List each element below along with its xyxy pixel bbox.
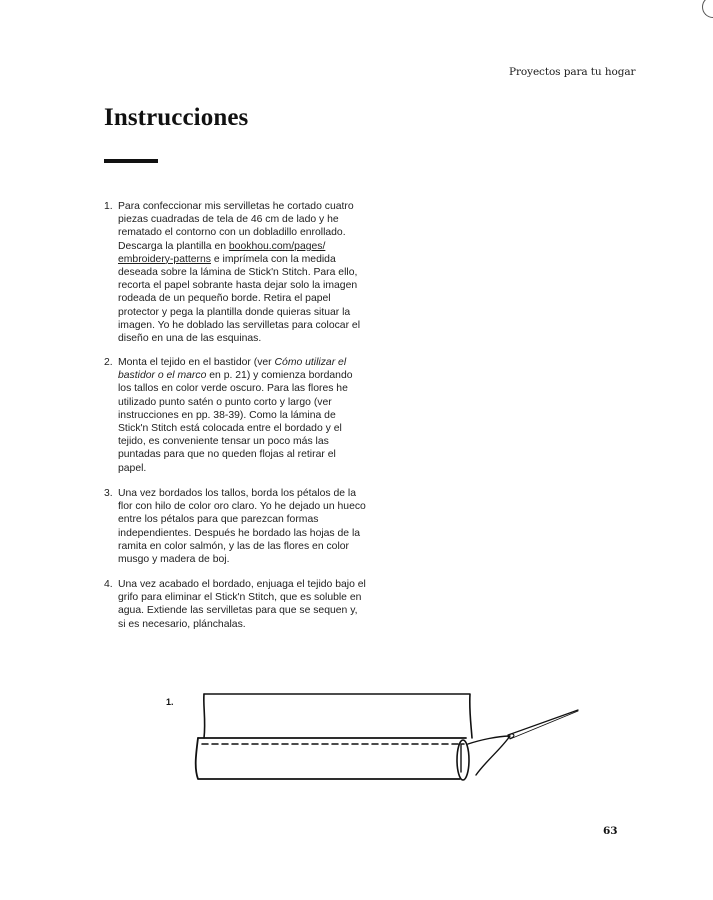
step-text-segment: Una vez bordados los tallos, borda los pétalos de la flor con hilo de color oro claro. Yo he dejado un hueco entre los pétalos para que parezcan formas independientes. Después he bordado las hojas de la ramita en color salmón, y las de las flores en color musgo y madera de boj.	[118, 488, 366, 566]
step-text	[118, 200, 366, 345]
needle	[508, 710, 578, 735]
step-text-segment: Monta el tejido en el bastidor (ver	[118, 357, 275, 368]
thread	[468, 736, 510, 775]
page-title: Instrucciones	[104, 104, 249, 131]
page-number: 63	[603, 825, 618, 837]
step-text-segment: Una vez acabado el bordado, enjuaga el tejido bajo el grifo para eliminar el Stick'n Stitch, que es soluble en agua. Extiende las servilletas para que se sequen y, si es necesario, plánchalas.	[118, 579, 366, 630]
step-text	[118, 487, 366, 566]
step-3	[104, 487, 366, 566]
step-4	[104, 578, 366, 631]
step-2	[104, 356, 366, 475]
step-text-segment: Para confeccionar mis servilletas he cortado cuatro piezas cuadradas de tela de 46 cm de lado y he rematado el contorno con un dobladillo enrollado. Descarga la plantilla en	[118, 201, 354, 252]
title-divider	[104, 159, 158, 163]
figure-label: 1.	[166, 697, 174, 707]
page-corner-mark	[702, 0, 713, 18]
cross-reference: Cómo utilizar el bastidor o el marco	[118, 357, 347, 382]
rolled-hem-illustration	[180, 680, 600, 810]
step-1	[104, 200, 366, 345]
step-text-segment: en p. 21) y comienza bordando los tallos en color verde oscuro. Para las flores he utilizado punto satén o punto corto y largo (ver instrucciones en pp. 38-39). Como la lámina de Stick'n Stitch está colocada entre el bordado y el tejido, es conveniente tensar un poco más las puntadas para que no queden flojas al retirar el papel.	[118, 370, 353, 474]
step-number: 2.	[104, 357, 113, 368]
step-number: 4.	[104, 579, 113, 590]
template-link[interactable]: bookhou.com/pages/ embroidery-patterns	[118, 240, 326, 265]
step-number: 3.	[104, 488, 113, 499]
hem-end-ellipse	[457, 740, 469, 780]
step-number: 1.	[104, 201, 113, 212]
fabric-panel-top	[204, 694, 472, 738]
step-text	[118, 578, 366, 631]
running-head: Proyectos para tu hogar	[509, 66, 636, 78]
step-text-segment: e imprímela con la medida deseada sobre la lámina de Stick'n Stitch. Para ello, recorta el papel sobrante hasta dejar solo la imagen rodeada de un pequeño borde. Retira el papel protector y pega la plantilla donde quieras situar la imagen. Yo he doblado las servilletas para colocar el diseño en una de las esquinas.	[118, 253, 361, 345]
step-text	[118, 356, 366, 475]
